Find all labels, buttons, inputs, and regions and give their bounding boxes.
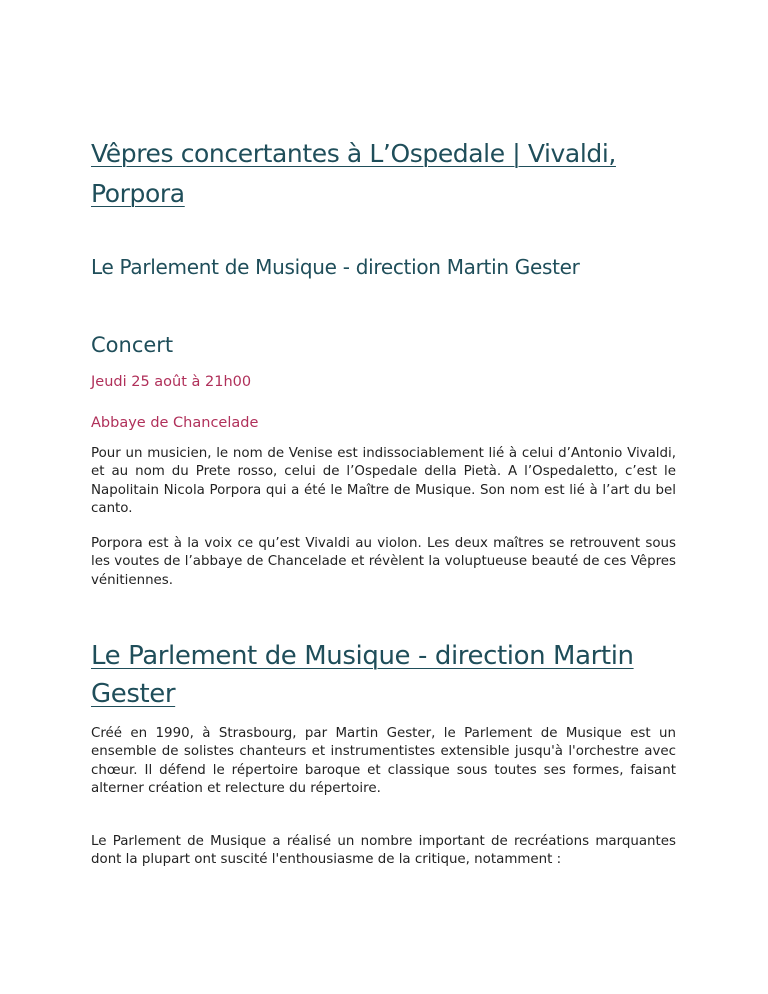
- page-title-link[interactable]: Vêpres concertantes à L’Ospedale | Vivaldi, Porpora: [91, 139, 616, 208]
- ensemble-recreations-paragraph: Le Parlement de Musique a réalisé un nombre important de recréations marquantes dont la plupart ont suscité l'enthousiasme de la critique, notamment :: [91, 834, 676, 868]
- description-paragraph: Porpora est à la voix ce qu’est Vivaldi au violon. Les deux maîtres se retrouvent sous les voutes de l’abbaye de Chancelade et révèlent la voluptueuse beauté de ces Vêpres vénitiennes.: [91, 536, 676, 588]
- ensemble-paragraph: Créé en 1990, à Strasbourg, par Martin Gester, le Parlement de Musique est un ensemble de solistes chanteurs et instrumentistes extensible jusqu'à l'orchestre avec chœur. Il défend le répertoire baroque et classique sous toutes ses formes, faisant alterner création et relecture du répertoire.: [91, 726, 676, 797]
- ensemble-heading-link[interactable]: Le Parlement de Musique - direction Martin Gester: [91, 641, 634, 709]
- ensemble-subtitle: Le Parlement de Musique - direction Martin Gester: [91, 255, 580, 279]
- event-venue: Abbaye de Chancelade: [91, 415, 259, 431]
- event-date: Jeudi 25 août à 21h00: [91, 374, 252, 390]
- intro-paragraph: Pour un musicien, le nom de Venise est indissociablement lié à celui d’Antonio Vivaldi, et au nom du Prete rosso, celui de l’Ospedale della Pietà. A l’Ospedaletto, c’est le Napolitain Nicola Porpora qui a été le Maître de Musique. Son nom est lié à l’art du bel canto.: [91, 446, 676, 517]
- category-heading: Concert: [91, 333, 174, 357]
